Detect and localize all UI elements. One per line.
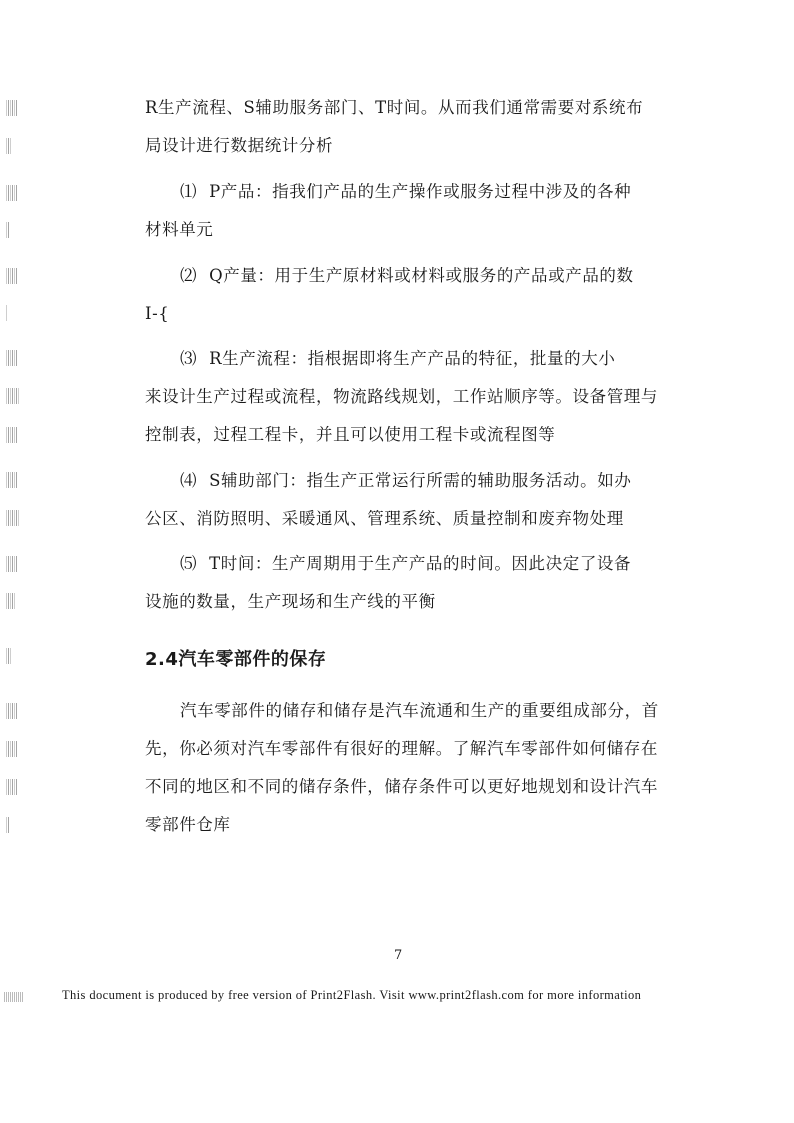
margin-artifact bbox=[6, 779, 18, 795]
body-text-line: 控制表，过程工程卡，并且可以使用工程卡或流程图等 bbox=[145, 425, 556, 444]
margin-artifact bbox=[6, 100, 18, 116]
list-item-number: ⑵ bbox=[180, 266, 198, 285]
margin-artifact bbox=[6, 185, 17, 201]
paragraph-line: 先，你必须对汽车零部件有很好的理解。了解汽车零部件如何储存在 bbox=[145, 739, 658, 758]
list-item-number: ⑶ bbox=[180, 349, 198, 368]
list-item bbox=[180, 469, 655, 493]
margin-artifact bbox=[6, 427, 18, 443]
margin-artifact bbox=[6, 350, 18, 366]
margin-artifact bbox=[6, 472, 18, 488]
footer-notice: This document is produced by free version of Print2Flash. Visit www.print2flash.com for more information bbox=[62, 988, 642, 1002]
list-item bbox=[180, 552, 655, 576]
margin-artifact bbox=[6, 556, 18, 572]
list-item-number: ⑴ bbox=[180, 182, 198, 201]
list-item-number: ⑸ bbox=[180, 554, 198, 573]
margin-artifact bbox=[6, 388, 19, 404]
list-item-number: ⑷ bbox=[180, 471, 198, 490]
list-item-text: P产品：指我们产品的生产操作或服务过程中涉及的各种 bbox=[209, 182, 632, 201]
margin-artifact bbox=[6, 305, 8, 321]
body-text-line: 局设计进行数据统计分析 bbox=[145, 136, 334, 155]
body-text-line: R生产流程、S辅助服务部门、T时间。从而我们通常需要对系统布 bbox=[145, 98, 644, 117]
body-text-line: I-{ bbox=[145, 304, 170, 323]
list-item-text: Q产量：用于生产原材料或材料或服务的产品或产品的数 bbox=[209, 266, 634, 285]
margin-artifact bbox=[6, 593, 15, 609]
paragraph-line: 不同的地区和不同的储存条件，储存条件可以更好地规划和设计汽车 bbox=[145, 777, 658, 796]
list-item bbox=[180, 264, 655, 288]
list-item-text: S辅助部门：指生产正常运行所需的辅助服务活动。如办 bbox=[209, 471, 632, 490]
list-item bbox=[180, 180, 655, 204]
body-text-line: 材料单元 bbox=[145, 220, 214, 239]
margin-artifact bbox=[6, 268, 18, 284]
margin-artifact bbox=[6, 741, 18, 757]
body-text-line: 公区、消防照明、采暖通风、管理系统、质量控制和废弃物处理 bbox=[145, 509, 624, 528]
section-heading: 2.4汽车零部件的保存 bbox=[145, 649, 327, 670]
body-text-line: 来设计生产过程或流程，物流路线规划，工作站顺序等。设备管理与 bbox=[145, 387, 658, 406]
margin-artifact bbox=[6, 222, 9, 238]
margin-artifact bbox=[6, 138, 11, 154]
margin-artifact bbox=[6, 648, 11, 664]
paragraph-line: 汽车零部件的储存和储存是汽车流通和生产的重要组成部分，首 bbox=[180, 701, 659, 720]
paragraph-line: 零部件仓库 bbox=[145, 815, 231, 834]
list-item-text: T时间：生产周期用于生产产品的时间。因此决定了设备 bbox=[209, 554, 632, 573]
margin-artifact bbox=[6, 510, 19, 526]
list-item-text: R生产流程：指根据即将生产产品的特征，批量的大小 bbox=[209, 349, 616, 368]
page-number: 7 bbox=[394, 948, 403, 963]
margin-artifact bbox=[6, 817, 9, 833]
body-text-line: 设施的数量，生产现场和生产线的平衡 bbox=[145, 592, 436, 611]
footer-artifact bbox=[4, 992, 24, 1002]
margin-artifact bbox=[6, 703, 18, 719]
list-item bbox=[180, 347, 655, 371]
